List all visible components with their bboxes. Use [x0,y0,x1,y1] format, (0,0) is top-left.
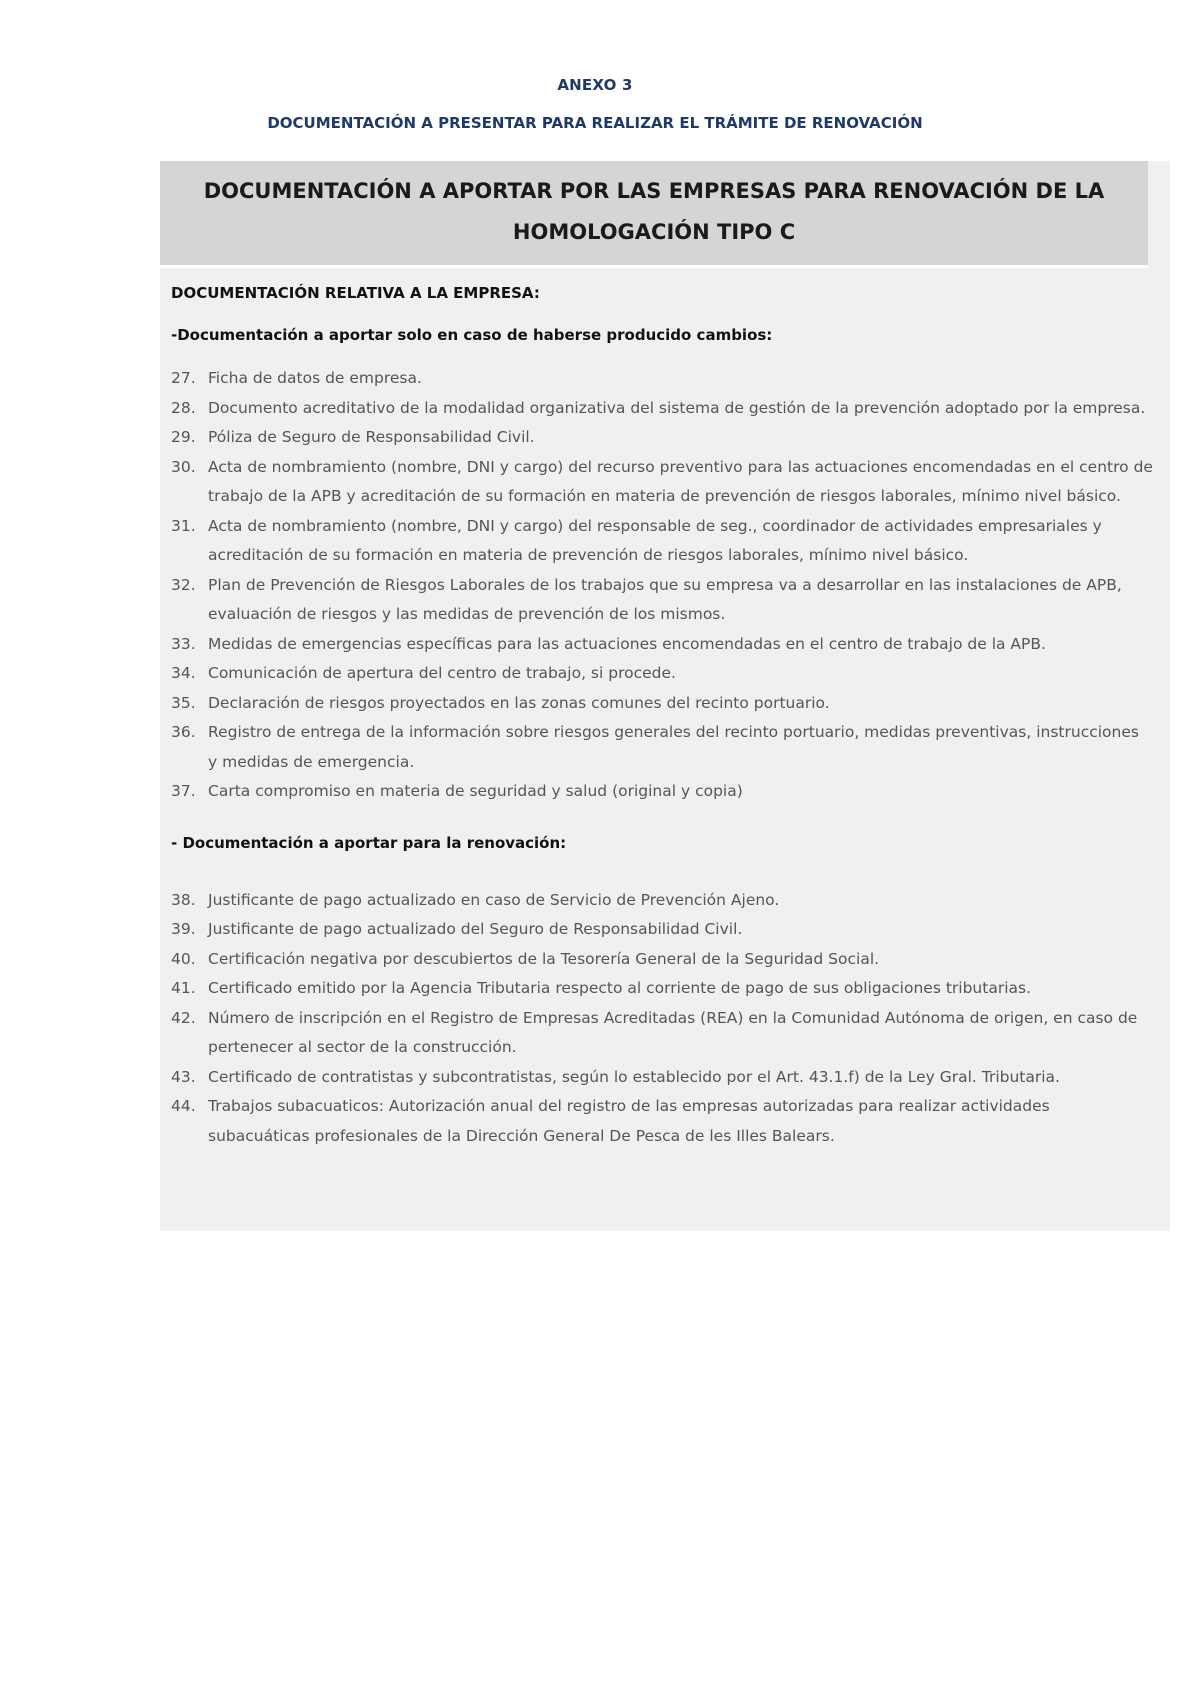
list-item-number: 36. [171,723,196,741]
annex-subtitle: DOCUMENTACIÓN A PRESENTAR PARA REALIZAR EL TRÁMITE DE RENOVACIÓN [267,114,923,132]
list-item-text: Declaración de riesgos proyectados en las zonas comunes del recinto portuario. [208,693,830,712]
list-item-text: Registro de entrega de la información sobre riesgos generales del recinto portuario, medidas preventivas, instrucciones y medidas de emergencia. [208,723,1139,771]
list-item-number: 30. [171,457,196,476]
list-item-number: 34. [171,664,196,682]
list-item-number: 41. [171,979,196,997]
list-item-number: 44. [171,1097,196,1115]
renewal-list [171,886,1153,1152]
list-item-text: Medidas de emergencias específicas para las actuaciones encomendadas en el centro de trabajo de la APB. [208,634,1046,653]
list-item-text: Documento acreditativo de la modalidad organizativa del sistema de gestión de la prevención adoptado por la empresa. [208,398,1146,417]
changes-list [171,364,1153,807]
list-item [171,1092,1153,1151]
list-item [171,659,1153,689]
section-heading-renewal: - Documentación a aportar para la renovación: [171,833,567,852]
list-item-number: 33. [171,634,196,653]
list-item [171,1004,1153,1063]
list-item-text: Certificado emitido por la Agencia Tributaria respecto al corriente de pago de sus obligaciones tributarias. [208,979,1031,997]
box-header-title [180,171,1128,253]
list-item [171,1063,1153,1093]
list-item [171,364,1153,394]
list-item-text: Póliza de Seguro de Responsabilidad Civil. [208,428,535,446]
section-heading-changes: -Documentación a aportar solo en caso de haberse producido cambios: [171,326,773,344]
list-item [171,512,1153,571]
list-item-number: 27. [171,369,196,387]
list-item-number: 28. [171,398,196,417]
list-item-text: Trabajos subacuaticos: Autorización anual del registro de las empresas autorizadas para realizar actividades subacuáticas profesionales de la Dirección General De Pesca de les Illes Balears. [208,1097,1050,1145]
list-item [171,915,1153,945]
section-heading-company: DOCUMENTACIÓN RELATIVA A LA EMPRESA: [171,284,540,302]
list-item-number: 29. [171,428,196,446]
list-item-number: 40. [171,949,196,968]
list-item-text: Carta compromiso en materia de seguridad y salud (original y copia) [208,782,743,800]
list-item-number: 31. [171,516,196,535]
list-item-number: 38. [171,890,196,909]
list-item [171,394,1153,424]
list-item [171,945,1153,975]
list-item-text: Plan de Prevención de Riesgos Laborales de los trabajos que su empresa va a desarrollar en las instalaciones de APB, evaluación de riesgos y las medidas de prevención de los mismos. [208,575,1122,623]
list-item [171,974,1153,1004]
list-item-text: Justificante de pago actualizado en caso de Servicio de Prevención Ajeno. [208,890,780,909]
list-item-text: Certificación negativa por descubiertos de la Tesorería General de la Seguridad Social. [208,949,880,968]
list-item-text: Acta de nombramiento (nombre, DNI y cargo) del recurso preventivo para las actuaciones encomendadas en el centro de trabajo de la APB y acreditación de su formación en materia de prevención de riesgos laborales, mínimo nivel básico. [208,457,1153,505]
list-item-number: 37. [171,782,196,800]
list-item-text: Acta de nombramiento (nombre, DNI y cargo) del responsable de seg., coordinador de actividades empresariales y acreditación de su formación en materia de prevención de riesgos laborales, mínimo nivel básico. [208,516,1102,564]
annex-title: ANEXO 3 [557,76,633,94]
list-item-text: Número de inscripción en el Registro de Empresas Acreditadas (REA) en la Comunidad Autónoma de origen, en caso de pertenecer al sector de la construcción. [208,1008,1138,1056]
list-item-number: 42. [171,1008,196,1027]
list-item-number: 43. [171,1067,196,1086]
list-item-number: 39. [171,920,196,938]
list-item-text: Certificado de contratistas y subcontratistas, según lo establecido por el Art. 43.1.f) de la Ley Gral. Tributaria. [208,1067,1060,1086]
list-item [171,423,1153,453]
documentation-box [160,161,1170,1231]
list-item-number: 32. [171,575,196,594]
list-item [171,777,1153,807]
list-item-text: Ficha de datos de empresa. [208,369,422,387]
list-item [171,886,1153,916]
list-item [171,718,1153,777]
box-content [171,283,1153,1151]
box-header-line-1: DOCUMENTACIÓN A APORTAR POR LAS EMPRESAS PARA RENOVACIÓN DE LA [203,179,1105,203]
list-item-number: 35. [171,693,196,712]
box-header [160,161,1148,268]
box-header-line-2: HOMOLOGACIÓN TIPO C [512,220,796,244]
list-item [171,571,1153,630]
list-item-text: Justificante de pago actualizado del Seguro de Responsabilidad Civil. [208,920,743,938]
list-item [171,630,1153,660]
list-item-text: Comunicación de apertura del centro de trabajo, si procede. [208,664,676,682]
list-item [171,453,1153,512]
list-item [171,689,1153,719]
